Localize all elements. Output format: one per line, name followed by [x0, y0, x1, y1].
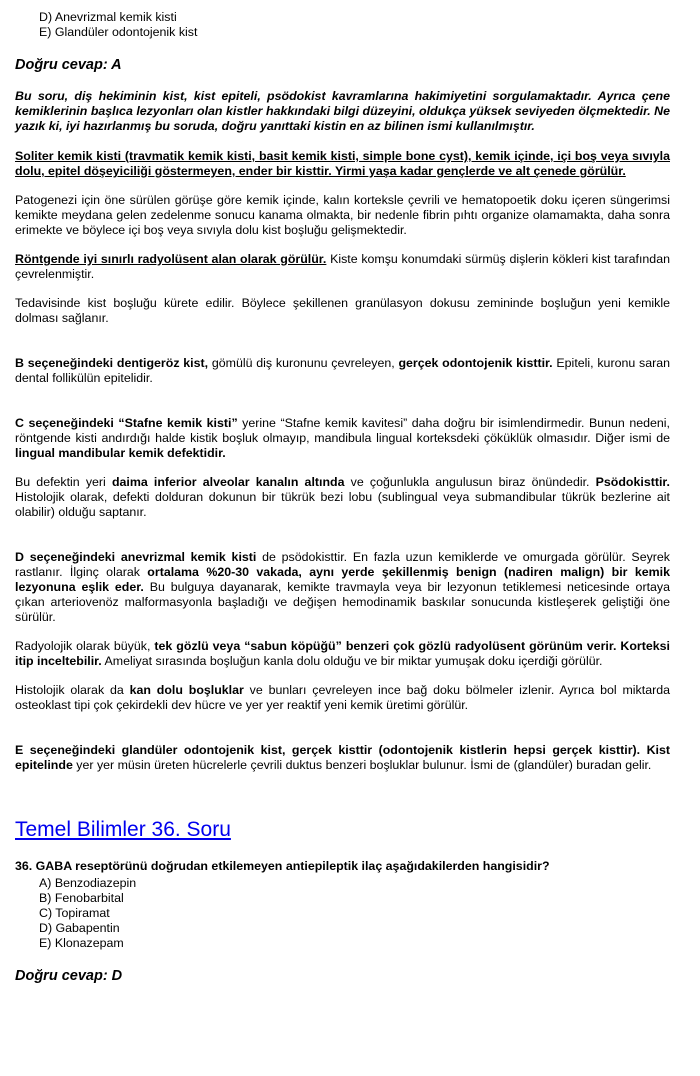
- option-d: D) Gabapentin: [39, 921, 120, 935]
- radiologic-text1: Radyolojik olarak büyük,: [15, 639, 155, 653]
- histology-bold: kan dolu boşluklar: [129, 683, 244, 697]
- intro-paragraph: Bu soru, diş hekiminin kist, kist epiteli, psödokist kavramlarına hakimiyetini sorgulamaktadır. Ayrıca çene kemiklerinin başlıca lezyonları olan kistler hakkındaki bilgi düzeyini, oldukça yüksek seviyeden ölçmektedir. Ne yazık ki, iyi hazırlanmış bu soruda, doğru yanıttaki kistin en az bilinen ismi kullanılmıştır.: [15, 89, 670, 133]
- option-a: A) Benzodiazepin: [39, 876, 137, 890]
- defect-bold2: Psödokisttir.: [595, 475, 670, 489]
- option-b-text2: Epiteli, kuronu saran dental follikülün epitelidir.: [15, 356, 671, 385]
- option-d-text1: de psödokisttir. En fazla uzun kemiklerde ve omurgada görülür. Seyrek rastlanır. İlginç olarak: [15, 550, 670, 579]
- radiology-text: Kiste komşu konumdaki sürmüş dişlerin kökleri kist tarafından çevrelenmiştir.: [15, 252, 670, 281]
- correct-answer-d: Doğru cevap: D: [15, 968, 123, 984]
- option-c-paragraph: [15, 416, 670, 461]
- defect-text2: ve çoğunlukla angulusun biraz önündedir.: [344, 475, 596, 489]
- option-b: B) Fenobarbital: [39, 891, 124, 905]
- defect-text3: Histolojik olarak, defekti dolduran dokunun bir tükrük bezi lobu (sublingual veya submandibular tükrük bezlerine ait olabilir) olduğu saptanır.: [15, 490, 670, 519]
- section-title-link[interactable]: Temel Bilimler 36. Soru: [15, 818, 231, 841]
- correct-answer-a: Doğru cevap: A: [15, 57, 122, 73]
- prev-option-e: E) Glandüler odontojenik kist: [39, 25, 198, 39]
- question-options: [15, 876, 670, 951]
- radiology-underline: Röntgende iyi sınırlı radyolüsent alan olarak görülür.: [15, 252, 327, 266]
- option-d-bold: ortalama %20-30 vakada, aynı yerde şekillenmiş benign (nadiren malign) bir kemik lezyonuna eşlik eder.: [15, 565, 670, 594]
- radiologic-text2: Ameliyat sırasında boşluğun kanla dolu olduğu ve bir miktar yumuşak doku içerdiği görülür.: [101, 654, 603, 668]
- option-e-text: yer yer müsin üreten hücrelerle çevrili duktus benzeri boşluklar bulunur. İsmi de (glandüler) buradan gelir.: [72, 758, 652, 772]
- defect-bold1: daima inferior alveolar kanalın altında: [111, 475, 345, 489]
- radiologic-bold: tek gözlü veya “sabun köpüğü” benzeri çok gözlü radyolüsent görünüm verir. Korteksi itip inceltebilir.: [15, 639, 670, 668]
- histology-text1: Histolojik olarak da: [15, 683, 130, 697]
- option-e-paragraph: [15, 743, 670, 773]
- option-c-term: C seçeneğindeki “Stafne kemik kisti”: [15, 416, 238, 430]
- document-page: [15, 10, 670, 985]
- option-b-paragraph: [15, 356, 670, 386]
- option-d-term: D seçeneğindeki anevrizmal kemik kisti: [15, 550, 257, 564]
- radiologic-paragraph: [15, 639, 670, 669]
- option-d-paragraph: [15, 550, 670, 625]
- question-text: 36. GABA reseptörünü doğrudan etkilemeyen antiepileptik ilaç aşağıdakilerden hangisidir?: [15, 859, 550, 873]
- option-e: E) Klonazepam: [39, 936, 124, 950]
- radiology-paragraph: [15, 252, 670, 282]
- option-b-term: B seçeneğindeki dentigeröz kist,: [15, 356, 209, 370]
- option-c-text1: yerine “Stafne kemik kavitesi” daha doğru bir isimlendirmedir. Bunun nedeni, röntgende kisti andırdığı halde kistik boşluk olmayıp, mandibula lingual korteksdeki çöküklük olmasıdır. Diğer ismi de: [15, 416, 670, 445]
- histology-text2: ve bunları çevreleyen ince bağ doku bölmeler izlenir. Ayrıca bol miktarda osteoklast tipi çok çekirdekli dev hücre ve yer yer reaktif yeni kemik üretimi görülür.: [15, 683, 670, 712]
- option-e-term: E seçeneğindeki glandüler odontojenik kist, gerçek kisttir (odontojenik kistlerin hepsi gerçek kisttir). Kist epitelinde: [15, 743, 670, 772]
- option-c: C) Topiramat: [39, 906, 110, 920]
- treatment-paragraph: Tedavisinde kist boşluğu kürete edilir. Böylece şekillenen granülasyon dokusu zemininde boşluğun yeni kemikle dolması sağlanır.: [15, 296, 670, 325]
- option-b-text1: gömülü diş kuronunu çevreleyen,: [208, 356, 399, 370]
- prev-option-d: D) Anevrizmal kemik kisti: [39, 10, 177, 24]
- defect-paragraph: [15, 475, 670, 520]
- solitary-cyst-paragraph: Soliter kemik kisti (travmatik kemik kisti, basit kemik kisti, simple bone cyst), kemik içinde, içi boş veya sıvıyla dolu, epitel döşeyiciliği göstermeyen, ender bir kisttir. Yirmi yaşa kadar gençlerde ve alt çenede görülür.: [15, 149, 670, 178]
- defect-text1: Bu defektin yeri: [15, 475, 112, 489]
- option-d-text2: Bu bulguya dayanarak, kemikte travmayla veya bir lezyonun tetiklemesi neticesinde ortaya çıkan arteriovenöz malformasyonla başladığı ve değişen hemodinamik baskılar sonucunda kistleşerek geliştiği öne sürülür.: [15, 580, 670, 624]
- option-b-bold: gerçek odontojenik kisttir.: [398, 356, 553, 370]
- option-c-bold: lingual mandibular kemik defektidir.: [15, 446, 226, 460]
- pathogenesis-paragraph: Patogenezi için öne sürülen görüşe göre kemik içinde, kalın korteksle çevrili ve hematopoetik doku içeren süngerimsi kemikte meydana gelen zedelenme sonucu kanama olmakta, bir nedenle fibrin pıhtı organize olamamakta, daha sonra erimekte ve böylece içi boş veya sıvıyla dolu kist boşluğu gelişmektedir.: [15, 193, 670, 237]
- histology-paragraph: [15, 683, 670, 713]
